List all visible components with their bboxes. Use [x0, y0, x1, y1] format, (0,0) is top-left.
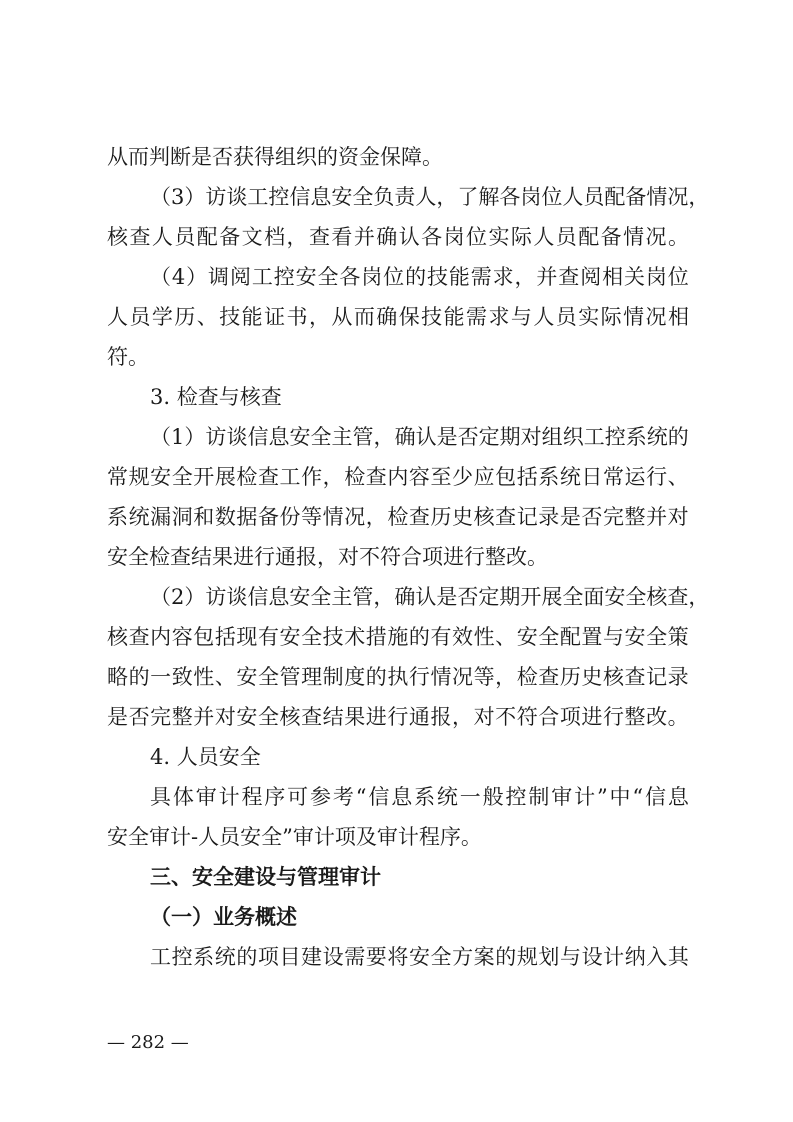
body-line-4: （ 4 ） 调 阅 工 控 安 全 各 岗 位 的 技 能 需 求 ， 并 查 阅 相 关 岗 位	[150, 265, 689, 289]
body-line-5: 人 员 学 历 、 技 能 证 书 ， 从 而 确 保 技 能 需 求 与 人 员 实 际 情 况 相	[107, 305, 689, 329]
body-line-1: 从而判断是否获得组织的资金保障。	[107, 145, 443, 169]
body-line-2: （ 3 ） 访 谈 工 控 信 息 安 全 负 责 人 ， 了 解 各 岗 位 人 员 配 备 情 况 ，	[150, 185, 710, 209]
body-line-3: 核 查 人 员 配 备 文 档 ， 查 看 并 确 认 各 岗 位 实 际 人 员 配 备 情 况 。	[107, 225, 689, 249]
body-line-12: （ 2 ） 访 谈 信 息 安 全 主 管 ， 确 认 是 否 定 期 开 展 全 面 安 全 核 查 ，	[150, 585, 710, 609]
body-line-21: 工 控 系 统 的 项 目 建 设 需 要 将 安 全 方 案 的 规 划 与 设 计 纳 入 其	[150, 945, 689, 969]
body-line-18: 安全审计-人员安全”审计项及审计程序。	[107, 825, 482, 849]
subsection-heading: （一）业务概述	[150, 905, 297, 929]
body-line-6: 符。	[107, 345, 149, 369]
body-line-13: 核 查 内 容 包 括 现 有 安 全 技 术 措 施 的 有 效 性 、 安 全 配 置 与 安 全 策	[107, 625, 689, 649]
chapter-heading: 三、安全建设与管理审计	[150, 865, 381, 889]
body-line-9: 常 规 安 全 开 展 检 查 工 作 ， 检 查 内 容 至 少 应 包 括 系 统 日 常 运 行 、	[107, 465, 689, 489]
body-line-11: 安全检查结果进行通报，对不符合项进行整改。	[107, 545, 548, 569]
body-line-14: 略 的 一 致 性 、 安 全 管 理 制 度 的 执 行 情 况 等 ， 检 查 历 史 核 查 记 录	[107, 665, 689, 689]
body-line-8: （ 1 ） 访 谈 信 息 安 全 主 管 ， 确 认 是 否 定 期 对 组 织 工 控 系 统 的	[150, 425, 689, 449]
page-number: — 282 —	[107, 1032, 189, 1053]
body-line-10: 系 统 漏 洞 和 数 据 备 份 等 情 况 ， 检 查 历 史 核 查 记 录 是 否 完 整 并 对	[107, 505, 689, 529]
section-heading-4: 4. 人员安全	[150, 745, 261, 769]
section-heading-3: 3. 检查与核查	[150, 385, 282, 409]
body-line-15: 是 否 完 整 并 对 安 全 核 查 结 果 进 行 通 报 ， 对 不 符 合 项 进 行 整 改 。	[107, 705, 689, 729]
body-line-17: 具 体 审 计 程 序 可 参 考 “ 信 息 系 统 一 般 控 制 审 计 ” 中 “ 信 息	[150, 785, 689, 809]
